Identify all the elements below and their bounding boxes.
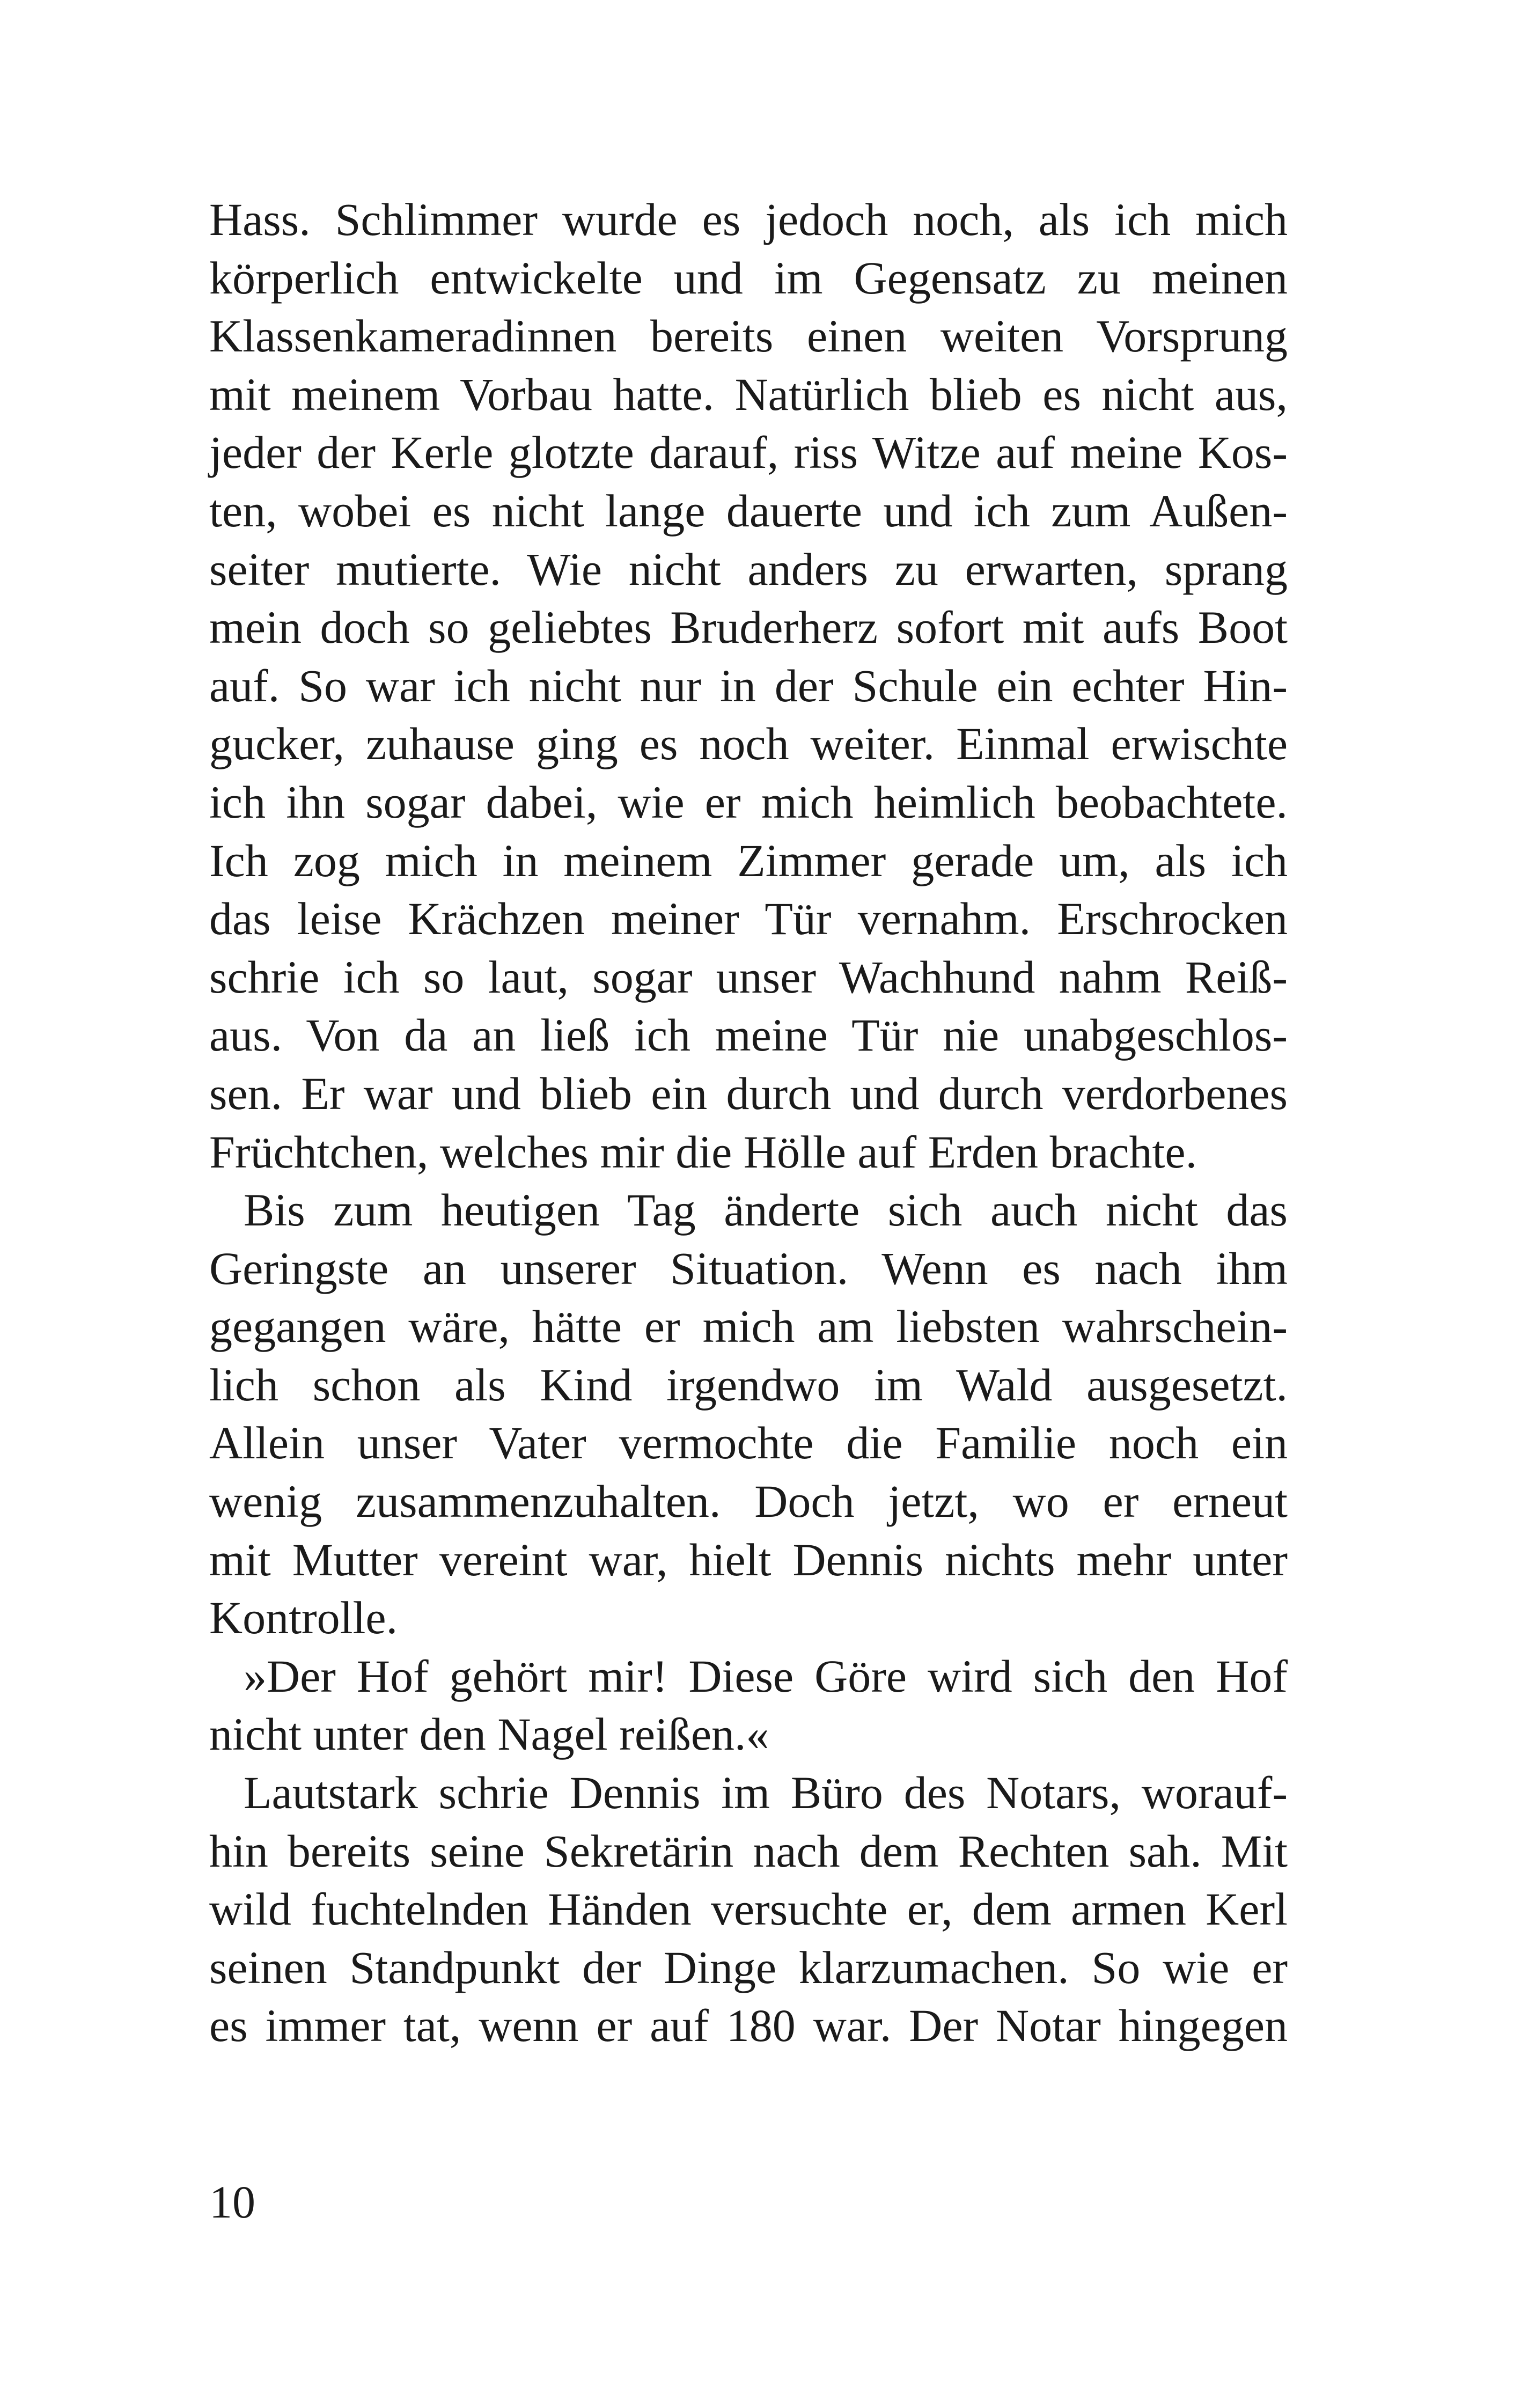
text-line: wenig zusammenzuhalten. Doch jetzt, wo er erneut <box>209 1475 1288 1528</box>
text-line: Klassenkameradinnen bereits einen weiten Vorsprung <box>209 310 1288 362</box>
text-line: ten, wobei es nicht lange dauerte und ich zum Außen- <box>209 484 1288 537</box>
text-line: mit meinem Vorbau hatte. Natürlich blieb es nicht aus, <box>209 368 1288 420</box>
text-line: seiter mutierte. Wie nicht anders zu erwarten, sprang <box>209 543 1288 595</box>
text-line: körperlich entwickelte und im Gegensatz zu meinen <box>209 252 1288 304</box>
text-line: Ich zog mich in meinem Zimmer gerade um, als ich <box>209 834 1288 886</box>
text-line: wild fuchtelnden Händen versuchte er, dem armen Kerl <box>209 1883 1288 1935</box>
text-line: Kontrolle. <box>209 1592 398 1644</box>
text-line: es immer tat, wenn er auf 180 war. Der Notar hingegen <box>209 2000 1288 2052</box>
text-line: das leise Krächzen meiner Tür vernahm. Erschrocken <box>209 893 1288 945</box>
text-line: seinen Standpunkt der Dinge klarzumachen. So wie er <box>209 1941 1288 1993</box>
text-line: nicht unter den Nagel reißen.« <box>209 1708 769 1760</box>
paragraph-start-line: Lautstark schrie Dennis im Büro des Notars, worauf- <box>244 1767 1288 1819</box>
page-number: 10 <box>209 2176 255 2228</box>
text-line: Allein unser Vater vermochte die Familie noch ein <box>209 1417 1288 1469</box>
text-line: mit Mutter vereint war, hielt Dennis nichts mehr unter <box>209 1533 1288 1585</box>
text-line: Hass. Schlimmer wurde es jedoch noch, als ich mich <box>209 194 1288 245</box>
body-text <box>209 190 1288 2055</box>
text-line: Früchtchen, welches mir die Hölle auf Erden brachte. <box>209 1126 1197 1178</box>
text-line: gucker, zuhause ging es noch weiter. Einmal erwischte <box>209 718 1288 770</box>
text-line: schrie ich so laut, sogar unser Wachhund nahm Reiß- <box>209 951 1288 1003</box>
text-line: ich ihn sogar dabei, wie er mich heimlich beobachtete. <box>209 776 1288 828</box>
text-line: hin bereits seine Sekretärin nach dem Rechten sah. Mit <box>209 1825 1288 1877</box>
paragraph-start-line: Bis zum heutigen Tag änderte sich auch nicht das <box>244 1184 1288 1236</box>
paragraph-start-line: »Der Hof gehört mir! Diese Göre wird sich den Hof <box>244 1650 1288 1702</box>
text-line: mein doch so geliebtes Bruderherz sofort mit aufs Boot <box>209 601 1288 654</box>
text-line: Geringste an unserer Situation. Wenn es nach ihm <box>209 1242 1288 1294</box>
text-line: aus. Von da an ließ ich meine Tür nie unabgeschlos- <box>209 1009 1288 1061</box>
text-line: lich schon als Kind irgendwo im Wald ausgesetzt. <box>209 1359 1288 1411</box>
text-line: gegangen wäre, hätte er mich am liebsten wahrschein- <box>209 1301 1288 1353</box>
text-line: jeder der Kerle glotzte darauf, riss Witze auf meine Kos- <box>209 427 1288 479</box>
text-line: sen. Er war und blieb ein durch und durch verdorbenes <box>209 1067 1288 1119</box>
text-line: auf. So war ich nicht nur in der Schule ein echter Hin- <box>209 659 1288 711</box>
